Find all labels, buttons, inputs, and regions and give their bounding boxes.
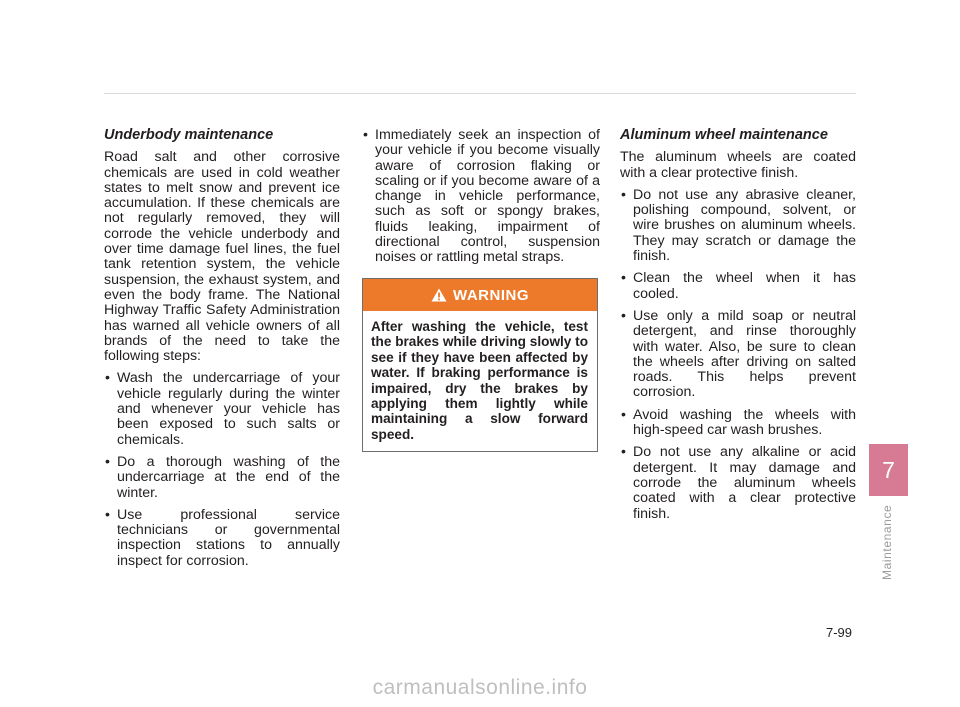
list-item-text: Avoid washing the wheels with high-speed car wash brushes. [633,406,856,439]
list-item: • Use professional service technicians or governmental inspection stations to annually inspect for corrosion. [105,506,340,569]
list-item-text: Use only a mild soap or neutral detergent, and rinse thoroughly with water. Also, be sure to clean the wheels after driving on salted roads. This helps prevent corrosion. [633,307,856,401]
aluminum-intro: The aluminum wheels are coated with a clear protective finish. [620,149,856,181]
header-rule [104,93,856,94]
list-item: • Clean the wheel when it has cooled. [621,270,856,302]
chapter-label: Maintenance [880,504,894,580]
aluminum-heading: Aluminum wheel maintenance [620,127,828,143]
chapter-tab: 7 [869,444,908,496]
warning-box [362,278,598,452]
list-item-text: Do a thorough washing of the undercarriage at the end of the winter. [117,453,340,501]
list-item-text: Do not use any abrasive cleaner, polishing compound, solvent, or wire brushes on aluminum wheels. They may scratch or damage the finish. [633,186,856,265]
underbody-bullets-continued [362,128,600,266]
list-item-text: Do not use any alkaline or acid detergent. It may damage and corrode the aluminum wheels coated with a clear protective finish. [633,444,856,522]
watermark: carmanualsonline.info [372,676,588,699]
list-item-text: Clean the wheel when it has cooled. [633,270,856,302]
column-left [104,128,340,569]
list-item-text: Immediately seek an inspection of your vehicle if you become visually aware of corrosion flaking or scaling or if you become aware of a change in vehicle performance, such as soft or spongy brakes, fluids leaking, impairment of directional control, suspension noises or rattling metal straps. [375,127,600,266]
list-item-text: Use professional service technicians or governmental inspection stations to annually inspect for corrosion. [117,506,340,569]
aluminum-bullets [620,188,856,522]
underbody-heading: Underbody maintenance [104,127,274,143]
list-item: • Avoid washing the wheels with high-speed car wash brushes. [621,406,856,439]
page-number: 7-99 [826,625,853,640]
list-item: • Do a thorough washing of the undercarriage at the end of the winter. [105,453,340,501]
list-item-text: Wash the undercarriage of your vehicle regularly during the winter and whenever your vehicle has been exposed to such salts or chemicals. [117,370,340,448]
list-item: • Do not use any alkaline or acid detergent. It may damage and corrode the aluminum wheels coated with a clear protective finish. [621,444,856,522]
warning-title: WARNING [453,286,529,304]
warning-triangle-icon [431,288,447,302]
warning-text: After washing the vehicle, test the brakes while driving slowly to see if they have been affected by water. If braking performance is impaired, dry the brakes by applying them lightly while maintaining a slow forward speed. [371,319,588,442]
column-middle [362,128,600,266]
list-item: • Do not use any abrasive cleaner, polishing compound, solvent, or wire brushes on aluminum wheels. They may scratch or damage the finish. [621,186,856,265]
warning-header [363,279,597,311]
list-item: • Use only a mild soap or neutral detergent, and rinse thoroughly with water. Also, be sure to clean the wheels after driving on salted roads. This helps prevent corrosion. [621,307,856,401]
list-item: • Wash the undercarriage of your vehicle regularly during the winter and whenever your vehicle has been exposed to such salts or chemicals. [105,370,340,448]
underbody-intro: Road salt and other corrosive chemicals are used in cold weather states to melt snow and prevent ice accumulation. If these chemicals are not regularly removed, they will corrode the vehicle underbody and over time damage fuel lines, the fuel tank retention system, the vehicle suspension, the exhaust system, and even the body frame. The National Highway Traffic Safety Administration has warned all vehicle owners of all brands of the need to take the following steps: [104,149,340,365]
list-item: • Immediately seek an inspection of your vehicle if you become visually aware of corrosion flaking or scaling or if you become aware of a change in vehicle performance, such as soft or spongy brakes, fluids leaking, impairment of directional control, suspension noises or rattling metal straps. [363,127,600,266]
underbody-bullets [104,371,340,569]
column-right [620,128,856,522]
